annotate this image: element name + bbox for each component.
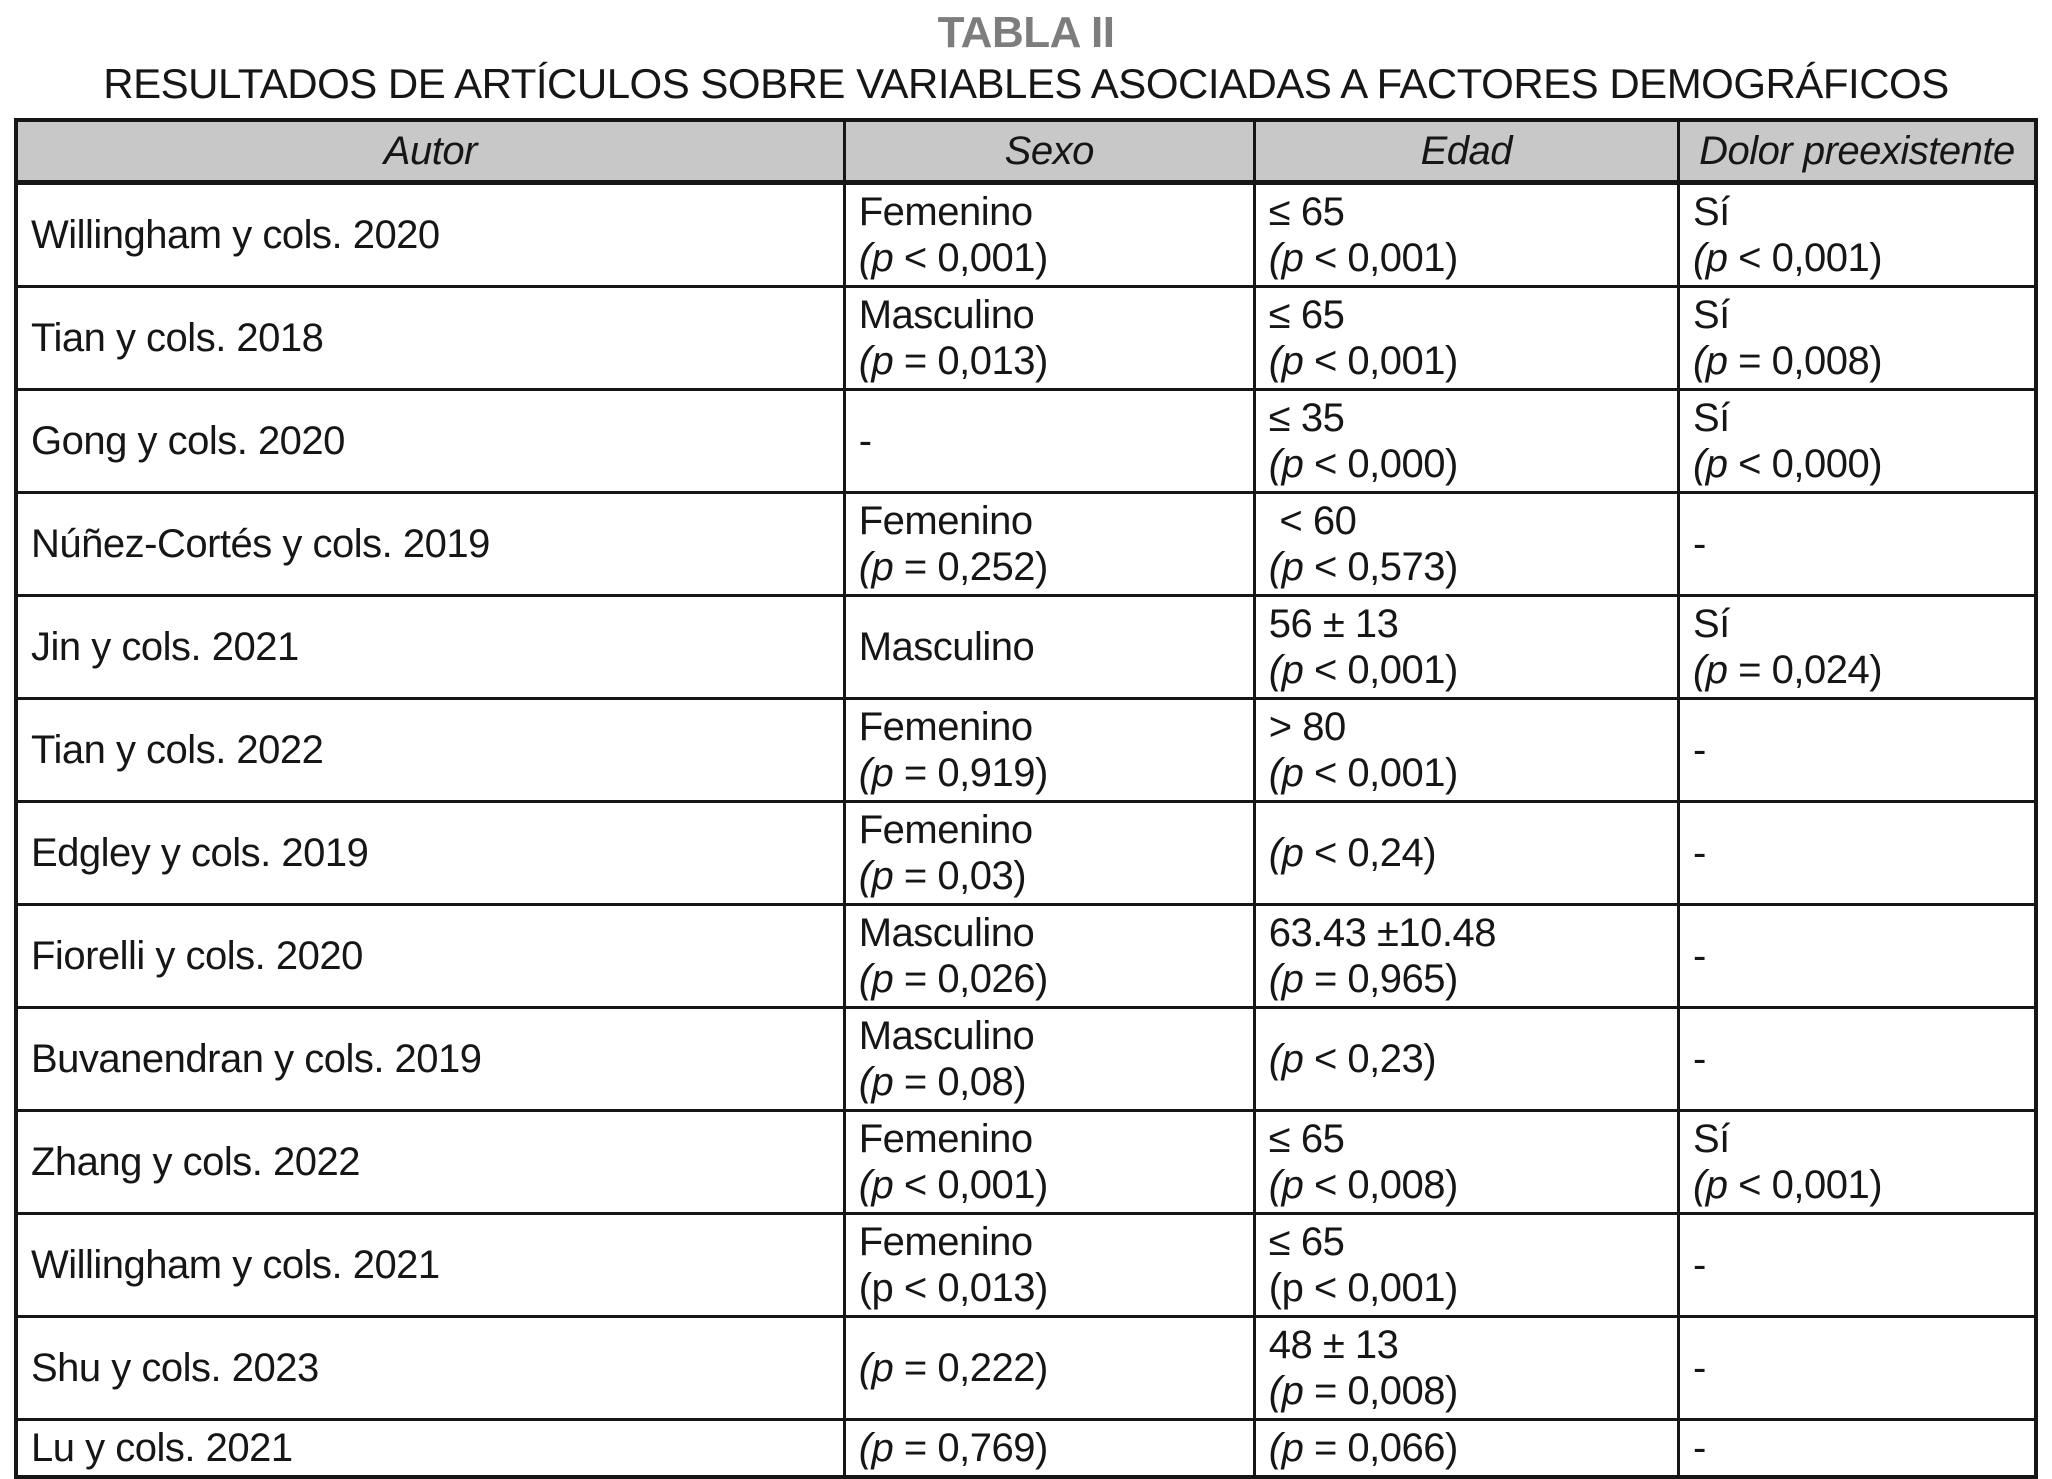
cell-edad — [1254, 493, 1678, 596]
column-header-autor: Autor — [16, 120, 844, 183]
cell-value: 48 ± 13 — [1268, 1323, 1399, 1367]
p-value: (p = 0,008) — [1692, 339, 1883, 383]
p-value: (p = 0,066) — [1268, 1426, 1458, 1470]
p-symbol: (p — [858, 751, 894, 795]
cell-autor — [16, 390, 844, 493]
cell-value: ≤ 65 — [1268, 1117, 1345, 1161]
cell-sexo — [844, 1008, 1254, 1111]
p-symbol: (p — [1268, 831, 1304, 875]
cell-autor — [16, 1008, 844, 1111]
cell-value: Femenino — [858, 1117, 1033, 1161]
p-value: (p < 0,001) — [1268, 751, 1458, 795]
cell-sexo — [844, 1420, 1254, 1478]
cell-dolor — [1678, 287, 2036, 390]
cell-edad — [1254, 390, 1678, 493]
p-value: (p < 0,001) — [1692, 1163, 1883, 1207]
cell-value: 63.43 ±10.48 — [1268, 911, 1497, 955]
p-value: (p = 0,013) — [858, 339, 1048, 383]
header-row — [16, 120, 2036, 183]
p-symbol: (p — [1692, 1163, 1728, 1207]
table-row — [16, 1111, 2036, 1214]
p-symbol: (p — [1692, 339, 1728, 383]
author-label: Gong y cols. 2020 — [31, 419, 345, 463]
cell-value: - — [1692, 522, 1706, 566]
cell-dolor — [1678, 699, 2036, 802]
cell-edad — [1254, 1420, 1678, 1478]
p-symbol: (p — [1268, 339, 1304, 383]
p-value: (p < 0,013) — [858, 1266, 1048, 1310]
cell-value: - — [1692, 831, 1706, 875]
cell-dolor — [1678, 802, 2036, 905]
p-symbol: (p — [1692, 236, 1728, 280]
cell-edad — [1254, 596, 1678, 699]
p-value: (p = 0,919) — [858, 751, 1048, 795]
p-symbol: (p — [1268, 545, 1304, 589]
p-value: (p < 0,001) — [1692, 236, 1883, 280]
cell-value: Femenino — [858, 705, 1033, 749]
p-symbol: (p — [858, 545, 894, 589]
cell-value: Masculino — [858, 625, 1035, 669]
table-row — [16, 390, 2036, 493]
cell-value: ≤ 35 — [1268, 396, 1345, 440]
cell-edad — [1254, 287, 1678, 390]
author-label: Fiorelli y cols. 2020 — [31, 934, 363, 978]
cell-sexo — [844, 1214, 1254, 1317]
column-header-dolor-preexistente: Dolor preexistente — [1678, 120, 2036, 183]
column-header-sexo: Sexo — [844, 120, 1254, 183]
table-row — [16, 1317, 2036, 1420]
cell-value: - — [858, 419, 872, 463]
author-label: Willingham y cols. 2020 — [31, 213, 440, 257]
p-symbol: (p — [1268, 1369, 1304, 1413]
p-value: (p < 0,573) — [1268, 545, 1458, 589]
cell-value: Sí — [1692, 1117, 1730, 1161]
table-row — [16, 802, 2036, 905]
cell-autor — [16, 802, 844, 905]
table-row — [16, 287, 2036, 390]
p-value: (p = 0,024) — [1692, 648, 1883, 692]
cell-sexo — [844, 1317, 1254, 1420]
table-title: TABLA II — [937, 8, 1115, 57]
cell-edad — [1254, 905, 1678, 1008]
cell-sexo — [844, 390, 1254, 493]
cell-value: Sí — [1692, 602, 1730, 646]
cell-value: Femenino — [858, 499, 1033, 543]
cell-sexo — [844, 287, 1254, 390]
p-symbol: (p — [858, 1346, 894, 1390]
p-symbol: (p — [1268, 1163, 1304, 1207]
author-label: Jin y cols. 2021 — [31, 625, 299, 669]
p-symbol: (p — [1268, 1426, 1304, 1470]
p-symbol: (p — [1268, 957, 1304, 1001]
cell-dolor — [1678, 905, 2036, 1008]
cell-value: Masculino — [858, 1014, 1035, 1058]
cell-autor — [16, 1420, 844, 1478]
cell-autor — [16, 493, 844, 596]
cell-value: Sí — [1692, 190, 1730, 234]
cell-value: Femenino — [858, 808, 1033, 852]
p-symbol: (p — [1692, 442, 1728, 486]
cell-value: Femenino — [858, 190, 1033, 234]
p-value: (p < 0,001) — [1268, 339, 1458, 383]
p-symbol: (p — [858, 236, 894, 280]
cell-value: > 80 — [1268, 705, 1346, 749]
table-row — [16, 1214, 2036, 1317]
cell-edad — [1254, 183, 1678, 287]
p-value: (p = 0,222) — [858, 1346, 1048, 1390]
table-row — [16, 699, 2036, 802]
p-symbol: (p — [1268, 442, 1304, 486]
p-symbol: (p — [1268, 1037, 1304, 1081]
cell-edad — [1254, 1111, 1678, 1214]
cell-sexo — [844, 596, 1254, 699]
p-value: (p < 0,23) — [1268, 1037, 1437, 1081]
p-symbol: (p — [858, 1060, 894, 1104]
p-symbol: (p — [858, 1163, 894, 1207]
cell-value: - — [1692, 1243, 1706, 1287]
cell-autor — [16, 183, 844, 287]
p-symbol: (p — [858, 339, 894, 383]
cell-autor — [16, 699, 844, 802]
cell-dolor — [1678, 183, 2036, 287]
cell-autor — [16, 905, 844, 1008]
p-value: (p < 0,001) — [1268, 236, 1458, 280]
cell-sexo — [844, 802, 1254, 905]
cell-sexo — [844, 1111, 1254, 1214]
table-row — [16, 183, 2036, 287]
cell-value: Masculino — [858, 293, 1035, 337]
cell-value: ≤ 65 — [1268, 293, 1345, 337]
cell-sexo — [844, 493, 1254, 596]
cell-value: Sí — [1692, 293, 1730, 337]
p-value: (p = 0,008) — [1268, 1369, 1458, 1413]
p-symbol: (p — [1268, 751, 1304, 795]
cell-value: 56 ± 13 — [1268, 602, 1399, 646]
author-label: Shu y cols. 2023 — [31, 1346, 319, 1390]
author-label: Edgley y cols. 2019 — [31, 831, 369, 875]
author-label: Willingham y cols. 2021 — [31, 1243, 440, 1287]
p-symbol: (p — [858, 957, 894, 1001]
cell-autor — [16, 1111, 844, 1214]
p-value: (p = 0,769) — [858, 1426, 1048, 1470]
p-value: (p < 0,000) — [1268, 442, 1458, 486]
cell-dolor — [1678, 493, 2036, 596]
p-symbol: (p — [1692, 648, 1728, 692]
cell-edad — [1254, 1214, 1678, 1317]
p-value: (p = 0,026) — [858, 957, 1048, 1001]
p-symbol: (p — [1268, 648, 1304, 692]
p-value: (p < 0,001) — [858, 236, 1048, 280]
p-value: (p < 0,001) — [858, 1163, 1048, 1207]
cell-sexo — [844, 905, 1254, 1008]
cell-autor — [16, 596, 844, 699]
cell-edad — [1254, 802, 1678, 905]
cell-sexo — [844, 699, 1254, 802]
cell-dolor — [1678, 1111, 2036, 1214]
cell-edad — [1254, 1317, 1678, 1420]
p-value: (p = 0,03) — [858, 854, 1027, 898]
cell-dolor — [1678, 1317, 2036, 1420]
cell-value: Sí — [1692, 396, 1730, 440]
p-symbol: (p — [858, 854, 894, 898]
cell-dolor — [1678, 390, 2036, 493]
cell-value: < 60 — [1268, 499, 1357, 543]
table-row — [16, 493, 2036, 596]
cell-value: Masculino — [858, 911, 1035, 955]
p-value: (p = 0,252) — [858, 545, 1048, 589]
author-label: Tian y cols. 2022 — [31, 728, 324, 772]
results-table — [14, 118, 2038, 1479]
table-subtitle: RESULTADOS DE ARTÍCULOS SOBRE VARIABLES ASOCIADAS A FACTORES DEMOGRÁFICOS — [103, 60, 1949, 107]
cell-dolor — [1678, 1214, 2036, 1317]
p-value: (p < 0,001) — [1268, 1266, 1458, 1310]
cell-edad — [1254, 699, 1678, 802]
p-value: (p = 0,08) — [858, 1060, 1027, 1104]
cell-value: - — [1692, 1037, 1706, 1081]
table-row — [16, 905, 2036, 1008]
cell-value: - — [1692, 934, 1706, 978]
table-row — [16, 1008, 2036, 1111]
cell-dolor — [1678, 596, 2036, 699]
cell-value: Femenino — [858, 1220, 1033, 1264]
p-symbol: (p — [1268, 236, 1304, 280]
table-row — [16, 1420, 2036, 1478]
author-label: Lu y cols. 2021 — [31, 1426, 293, 1470]
p-value: (p < 0,001) — [1268, 648, 1458, 692]
cell-autor — [16, 1214, 844, 1317]
p-value: (p = 0,965) — [1268, 957, 1458, 1001]
column-header-edad: Edad — [1254, 120, 1678, 183]
cell-value: ≤ 65 — [1268, 190, 1345, 234]
author-label: Zhang y cols. 2022 — [31, 1140, 360, 1184]
p-symbol: (p — [858, 1426, 894, 1470]
table-row — [16, 596, 2036, 699]
cell-value: - — [1692, 1426, 1706, 1470]
p-value: (p < 0,008) — [1268, 1163, 1458, 1207]
cell-dolor — [1678, 1420, 2036, 1478]
cell-value: ≤ 65 — [1268, 1220, 1345, 1264]
cell-value: - — [1692, 728, 1706, 772]
cell-value: - — [1692, 1346, 1706, 1390]
p-value: (p < 0,24) — [1268, 831, 1437, 875]
p-value: (p < 0,000) — [1692, 442, 1883, 486]
author-label: Tian y cols. 2018 — [31, 316, 324, 360]
cell-dolor — [1678, 1008, 2036, 1111]
cell-sexo — [844, 183, 1254, 287]
cell-autor — [16, 1317, 844, 1420]
cell-edad — [1254, 1008, 1678, 1111]
author-label: Núñez-Cortés y cols. 2019 — [31, 522, 490, 566]
cell-autor — [16, 287, 844, 390]
author-label: Buvanendran y cols. 2019 — [31, 1037, 482, 1081]
